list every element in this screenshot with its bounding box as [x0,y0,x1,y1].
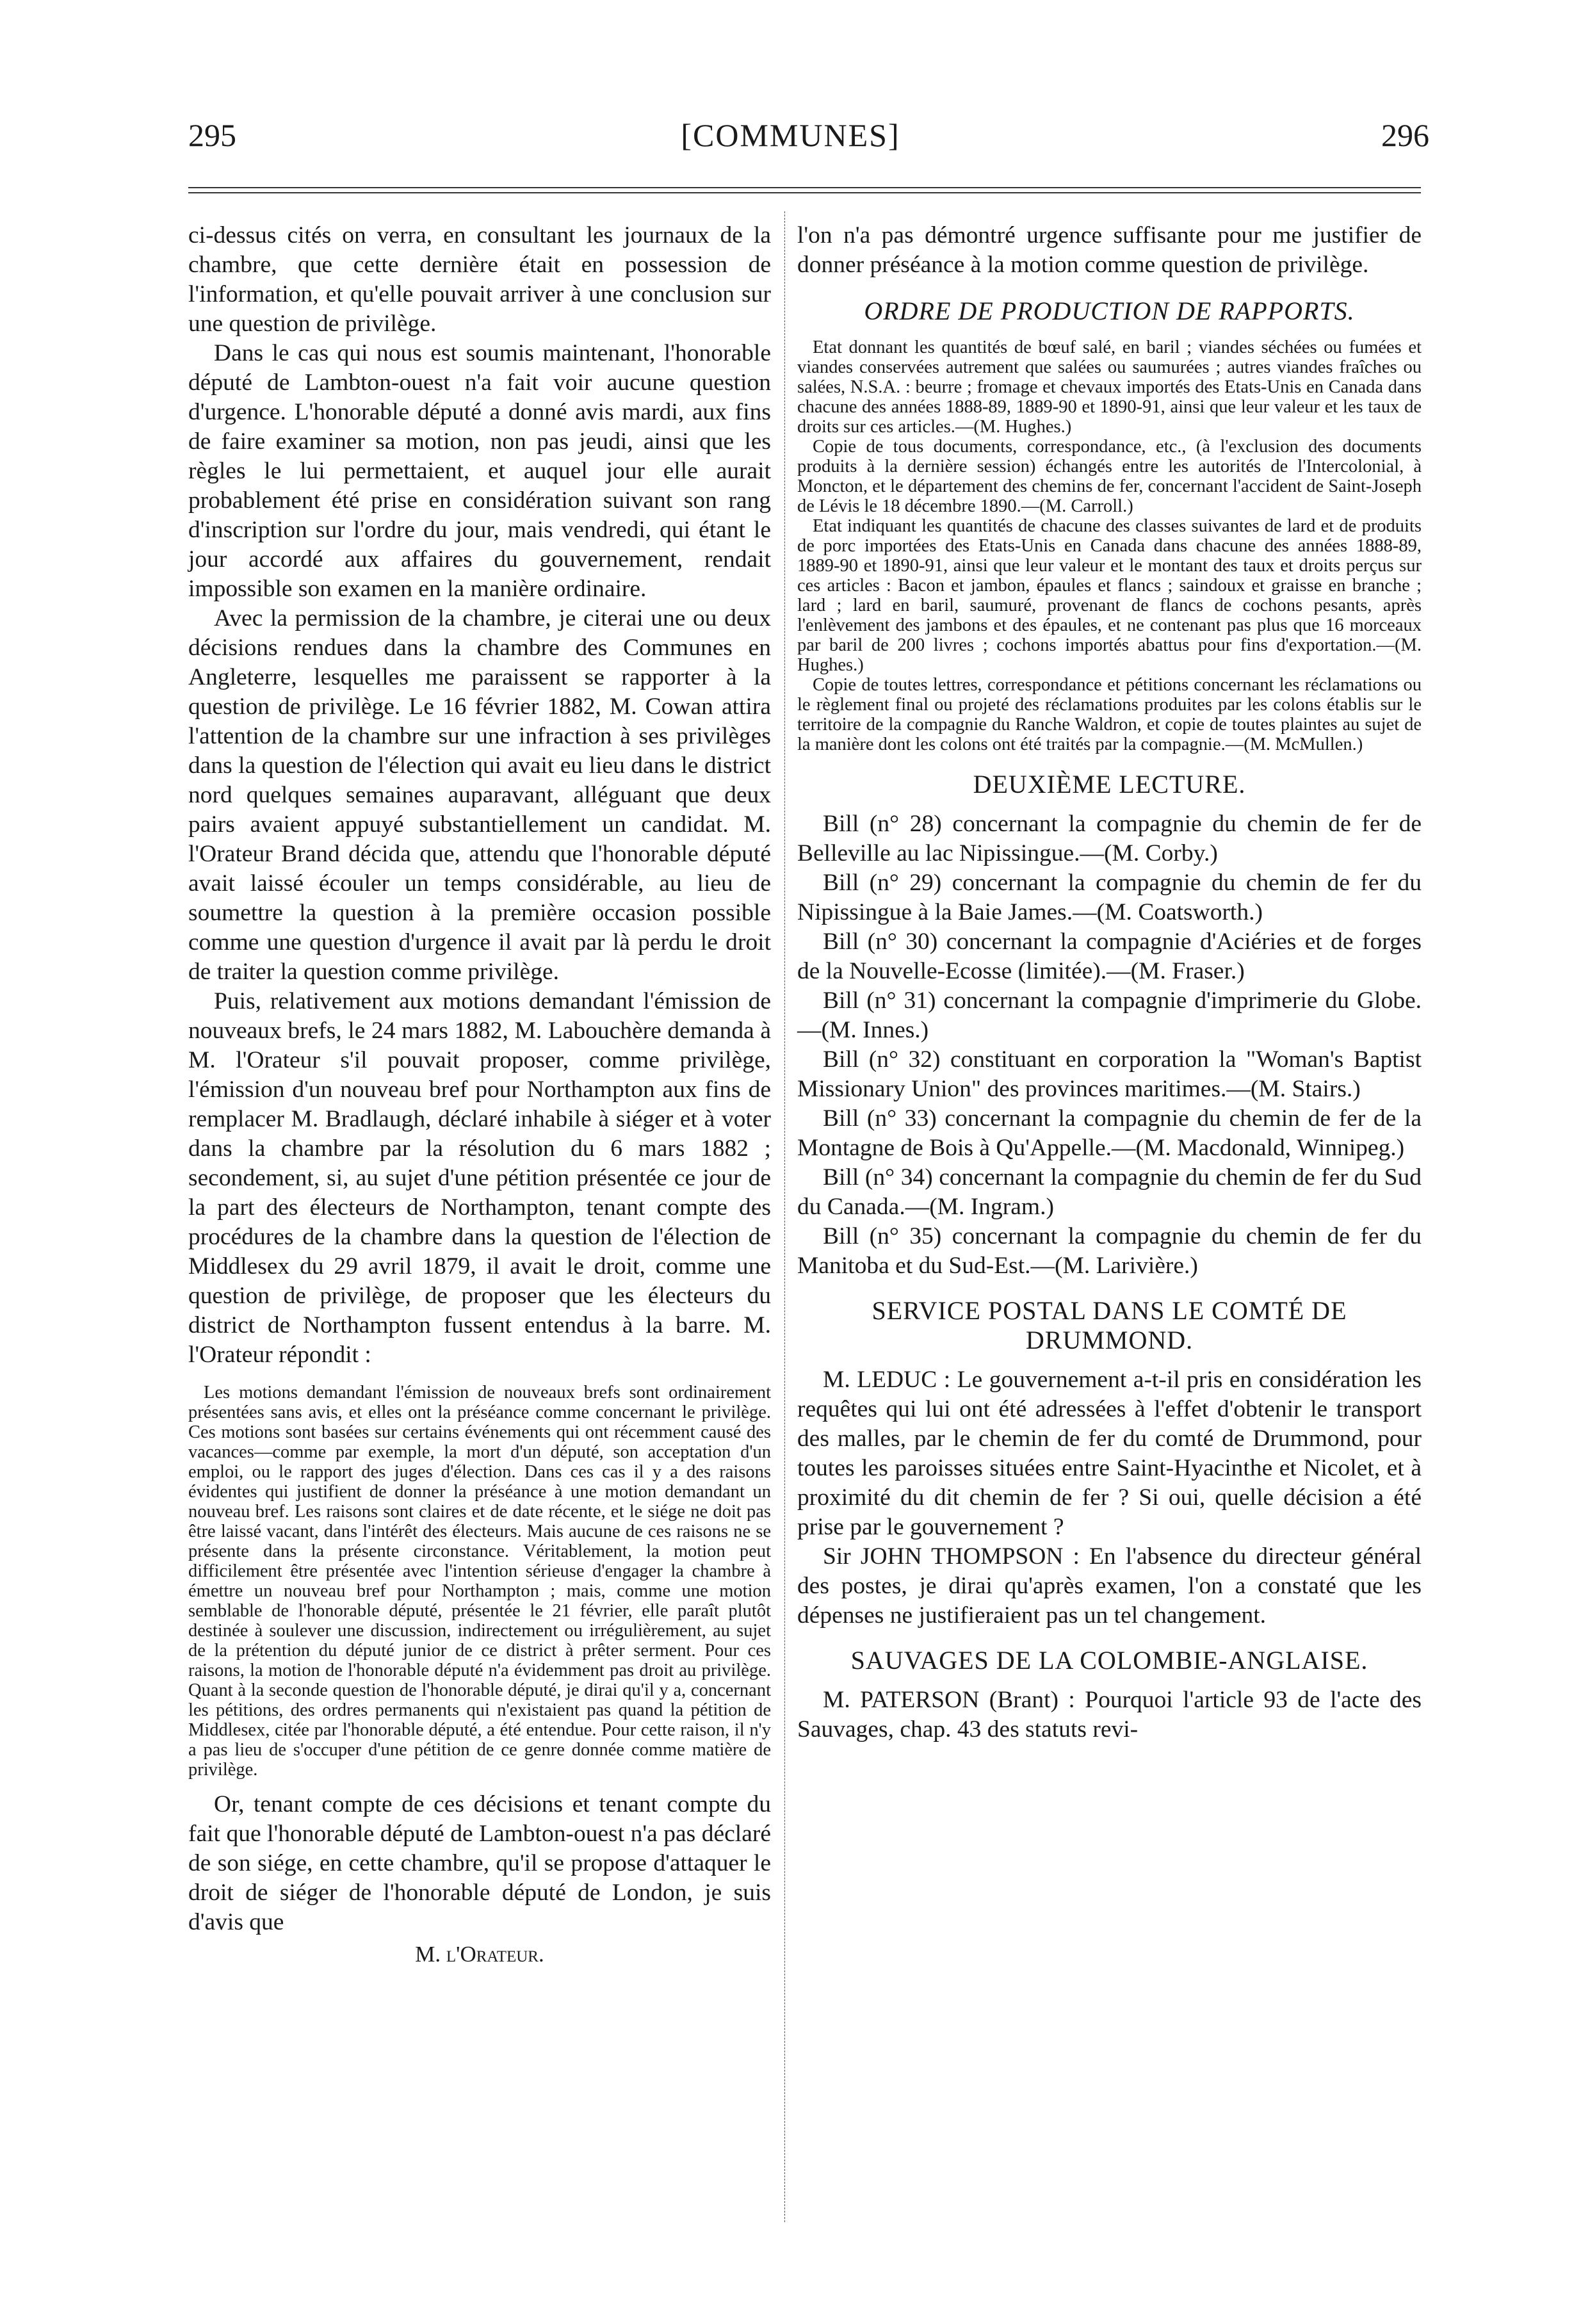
return-item: Copie de toutes lettres, correspondance et pétitions concernant les réclamations ou le règlement final ou projeté des réclamations produites par les colons établis sur le territoire de la compagnie du Ranche Waldron, et copie de toutes plaintes au sujet de la manière dont les colons ont été traités par la compagnie.—(M. McMullen.) [797,675,1422,754]
quotation-block [188,1383,771,1780]
return-item: Etat indiquant les quantités de chacune des classes suivantes de lard et de produits de porc importées des Etats-Unis en Canada dans chacune des années 1888-89, 1889-90 et 1890-91, ainsi que leur valeur et le montant des taux et droits perçus sur ces articles : Bacon et jambon, épaules et flancs ; saindoux et graisse en branche ; lard ; lard en baril, saumuré, provenant de flancs de cochons pesants, après l'enlèvement des jambons et des épaules, et ne contenant pas plus que 16 morceaux par baril de 200 livres ; cochons importés abattus pour fins d'exportation.—(M. Hughes.) [797,516,1422,675]
return-item: Copie de tous documents, correspondance, etc., (à l'exclusion des documents produits à la dernière session) échangés entre les autorités de l'Intercolonial, à Moncton, et le département des chemins de fer, concernant l'accident de Saint-Joseph de Lévis le 18 décembre 1890.—(M. Carroll.) [797,437,1422,516]
paragraph: ci-dessus cités on verra, en consultant les journaux de la chambre, que cette dernière était en possession de l'information, et qu'elle pouvait arriver à une conclusion sur une question de privilège. [188,222,771,337]
question-paragraph: M. LEDUC : Le gouvernement a-t-il pris en considération les requêtes qui lui ont été adressées à l'effet d'obtenir le transport des malles, par le chemin de fer du comté de Drummond, pour toutes les paroisses situées entre Saint-Hyacinthe et Nicolet, et à proximité du dit chemin de fer ? Si oui, quelle décision a été prise par le gouvernement ? [797,1367,1422,1540]
right-column [797,221,1422,1744]
paragraph: l'on n'a pas démontré urgence suffisante pour me justifier de donner préséance à la motion comme question de privilège. [797,222,1422,278]
column-divider [784,211,785,2222]
question-paragraph: M. PATERSON (Brant) : Pourquoi l'article 93 de l'acte des Sauvages, chap. 43 des statuts revi- [797,1687,1422,1743]
paragraph: Avec la permission de la chambre, je citerai une ou deux décisions rendues dans la chambre des Communes en Angleterre, lesquelles me paraissent se rapporter à la question de privilège. Le 16 février 1882, M. Cowan attira l'attention de la chambre sur une infraction à ses privilèges dans la question de l'élection qui avait eu lieu dans le district nord quelques semaines auparavant, alléguant que deux pairs avaient appuyé substantiellement un candidat. M. l'Orateur Brand décida que, attendu que l'honorable député avait laissé écouler un temps considérable, au lieu de soumettre la question à la première occasion possible comme une question d'urgence il avait par là perdu le droit de traiter la question comme privilège. [188,605,771,985]
running-title: [COMMUNES] [681,117,900,153]
bill-item: Bill (n° 32) constituant en corporation la "Woman's Baptist Missionary Union" des provinces maritimes.—(M. Stairs.) [797,1046,1422,1102]
page-header [0,109,1581,167]
returns-list [797,337,1422,754]
page-number-right: 296 [1381,117,1429,153]
left-column [188,221,771,1969]
bill-item: Bill (n° 35) concernant la compagnie du chemin de fer du Manitoba et du Sud-Est.—(M. Larivière.) [797,1223,1422,1279]
paragraph: Dans le cas qui nous est soumis maintenant, l'honorable député de Lambton-ouest n'a fait voir aucune question d'urgence. L'honorable député a donné avis mardi, aux fins de faire examiner sa motion, non pas jeudi, ainsi que les règles le lui permettaient, et auquel jour elle aurait probablement été prise en considération suivant son rang d'inscription sur l'ordre du jour, mais vendredi, qui étant le jour accordé aux affaires du gouvernement, rendait impossible son examen en la manière ordinaire. [188,340,771,602]
bill-item: Bill (n° 28) concernant la compagnie du chemin de fer de Belleville au lac Nipissingue.—(M. Corby.) [797,811,1422,866]
section-heading: SERVICE POSTAL DANS LE COMTÉ DE DRUMMOND. [872,1296,1347,1354]
bill-item: Bill (n° 29) concernant la compagnie du chemin de fer du Nipissingue à la Baie James.—(M. Coatsworth.) [797,870,1422,925]
page-number-left: 295 [188,117,236,153]
bill-item: Bill (n° 30) concernant la compagnie d'Aciéries et de forges de la Nouvelle-Ecosse (limitée).—(M. Fraser.) [797,929,1422,984]
bill-item: Bill (n° 33) concernant la compagnie du chemin de fer de la Montagne de Bois à Qu'Appelle.—(M. Macdonald, Winnipeg.) [797,1105,1422,1161]
quotation-text: Les motions demandant l'émission de nouveaux brefs sont ordinairement présentées sans avis, et elles ont la préséance comme concernant le privilège. Ces motions sont basées sur certains événements qui ont récemment causé des vacances—comme par exemple, la mort d'un député, son acceptation d'un emploi, ou le rapport des juges d'élection. Dans ces cas il y a des raisons évidentes qui justifient de donner la préséance à une motion demandant un nouveau bref. Les raisons sont claires et de date récente, et le siége ne doit pas être laissé vacant, dans l'intérêt des électeurs. Mais aucune de ces raisons ne se présente dans la présente circonstance. Véritablement, la motion peut difficilement être présentée avec l'intention sérieuse d'engager la chambre à émettre un nouveau bref pour Northampton ; mais, comme une motion semblable de l'honorable député, présentée le 21 février, elle paraît plutôt destinée à soulever une discussion, indirectement ou irrégulièrement, au sujet de la prétention du député junior de ce district à prêter serment. Pour ces raisons, la motion de l'honorable député n'a évidemment pas droit au privilège. Quant à la seconde question de l'honorable député, je dirai qu'il y a, concernant les pétitions, des ordres permanents qui n'existaient pas quand la pétition de Middlesex, citée par l'honorable député, a été entendue. Pour cette raison, il n'y a pas lieu de s'occuper d'une pétition de ce genre donnée comme matière de privilège. [188,1383,771,1780]
section-heading: ORDRE DE PRODUCTION DE RAPPORTS. [864,297,1355,325]
paragraph: Puis, relativement aux motions demandant l'émission de nouveaux brefs, le 24 mars 1882, M. Labouchère demanda à M. l'Orateur s'il pouvait proposer, comme privilège, l'émission d'un nouveau bref pour Northampton aux fins de remplacer M. Bradlaugh, déclaré inhabile à siéger et à voter dans la chambre par la résolution du 6 mars 1882 ; secondement, si, au sujet d'une pétition présentée ce jour de la part des électeurs de Northampton, tenant compte des procédures de la chambre dans la question de l'élection de Middlesex du 29 avril 1879, il avait le droit, comme une question de privilège, de proposer que les électeurs du district de Northampton fussent entendus à la barre. M. l'Orateur répondit : [188,988,771,1368]
speaker-signature: M. l'Orateur. [415,1942,544,1967]
header-rule-top [188,187,1421,188]
section-heading: DEUXIÈME LECTURE. [973,770,1246,799]
return-item: Etat donnant les quantités de bœuf salé, en baril ; viandes séchées ou fumées et viandes conservées autrement que salées ou saumurées ; autres viandes fraîches ou salées, N.S.A. : beurre ; fromage et chevaux importés des Etats-Unis en Canada dans chacune des années 1888-89, 1889-90 et 1890-91, ainsi que leur valeur et les taux de droits sur ces articles.—(M. Hughes.) [797,337,1422,437]
header-rule-bottom [188,192,1421,193]
bill-item: Bill (n° 34) concernant la compagnie du chemin de fer du Sud du Canada.—(M. Ingram.) [797,1164,1422,1220]
section-heading: SAUVAGES DE LA COLOMBIE-ANGLAISE. [850,1646,1368,1675]
paragraph: Or, tenant compte de ces décisions et tenant compte du fait que l'honorable député de Lambton-ouest n'a pas déclaré de son siége, en cette chambre, qu'il se propose d'attaquer le droit de siéger de l'honorable député de London, je suis d'avis que [188,1791,771,1935]
answer-paragraph: Sir JOHN THOMPSON : En l'absence du directeur général des postes, je dirai qu'après examen, l'on a constaté que les dépenses ne justifieraient pas un tel changement. [797,1543,1422,1629]
bill-item: Bill (n° 31) concernant la compagnie d'imprimerie du Globe.—(M. Innes.) [797,987,1422,1043]
